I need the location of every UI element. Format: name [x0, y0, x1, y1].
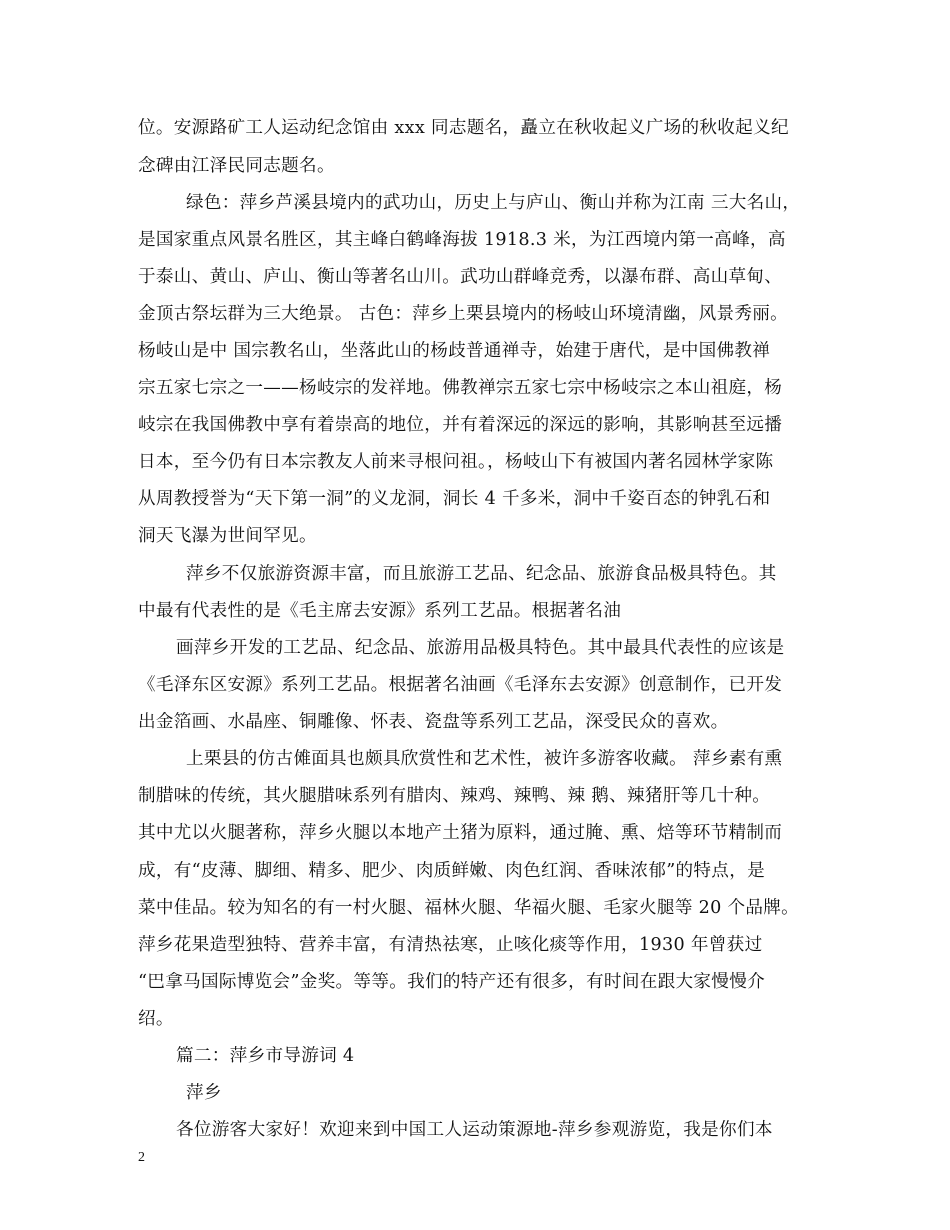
- text-line: 于泰山、黄山、庐山、衡山等著名山川。武功山群峰竞秀，以瀑布群、高山草甸、: [138, 267, 783, 287]
- text-line: 岐宗在我国佛教中享有着崇高的地位，并有着深远的深远的影响，其影响甚至远播: [138, 415, 783, 435]
- text-line: 日本，至今仍有日本宗教友人前来寻根问祖。，杨岐山下有被国内著名园林学家陈: [138, 452, 774, 472]
- text-line: 萍乡花果造型独特、营养丰富，有清热祛寒，止咳化痰等作用，1930 年曾获过: [138, 935, 763, 955]
- text-line: 念碑由江泽民同志题名。: [138, 156, 335, 176]
- text-line: 中最有代表性的是《毛主席去安源》系列工艺品。根据著名油: [138, 601, 622, 621]
- text-line: 菜中佳品。较为知名的有一村火腿、福林火腿、华福火腿、毛家火腿等 20 个品牌。: [138, 898, 800, 918]
- text-line: 洞天飞瀑为世间罕见。: [138, 526, 317, 546]
- text-line: 《毛泽东区安源》系列工艺品。根据著名油画《毛泽东去安源》创意制作，已开发: [138, 675, 783, 695]
- text-line: 金顶古祭坛群为三大绝景。 古色：萍乡上栗县境内的杨岐山环境清幽，风景秀丽。: [138, 304, 789, 324]
- text-line: 制腊味的传统，其火腿腊味系列有腊肉、辣鸡、辣鸭、辣 鹅、辣猪肝等几十种。: [138, 786, 771, 806]
- text-line: 从周教授誉为“天下第一洞”的义龙洞，洞长 4 千多米，洞中千姿百态的钟乳石和: [138, 489, 771, 509]
- text-line: 萍乡不仅旅游资源丰富，而且旅游工艺品、纪念品、旅游食品极具特色。其: [186, 564, 777, 584]
- text-line: 位。安源路矿工人运动纪念馆由 xxx 同志题名，矗立在秋收起义广场的秋收起义纪: [138, 118, 789, 138]
- text-line: 各位游客大家好！欢迎来到中国工人运动策源地-萍乡参观游览，我是你们本: [176, 1120, 773, 1140]
- text-line: 出金箔画、水晶座、铜雕像、怀表、瓷盘等系列工艺品，深受民众的喜欢。: [138, 712, 729, 732]
- page-number: 2: [138, 1150, 145, 1165]
- text-line: 成，有“皮薄、脚细、精多、肥少、肉质鲜嫩、肉色红润、香味浓郁”的特点，是: [138, 861, 765, 881]
- text-line: 萍乡: [186, 1083, 222, 1103]
- text-line: 宗五家七宗之一——杨岐宗的发祥地。佛教禅宗五家七宗中杨岐宗之本山祖庭，杨: [138, 378, 783, 398]
- text-line: 是国家重点风景名胜区，其主峰白鹤峰海拔 1918.3 米，为江西境内第一高峰，高: [138, 230, 786, 250]
- text-line: 上栗县的仿古傩面具也颇具欣赏性和艺术性，被许多游客收藏。 萍乡素有熏: [186, 749, 783, 769]
- text-line: 杨岐山是中 国宗教名山，坐落此山的杨歧普通禅寺，始建于唐代，是中国佛教禅: [138, 341, 771, 361]
- text-line: 绿色：萍乡芦溪县境内的武功山，历史上与庐山、衡山并称为江南 三大名山，: [186, 193, 801, 213]
- text-line: 画萍乡开发的工艺品、纪念品、旅游用品极具特色。其中最具代表性的应该是: [176, 638, 785, 658]
- section-heading: 篇二：萍乡市导游词 4: [176, 1046, 355, 1066]
- text-line: 绍。: [138, 1009, 174, 1029]
- text-line: “巴拿马国际博览会”金奖。等等。我们的特产还有很多，有时间在跟大家慢慢介: [138, 972, 765, 992]
- text-line: 其中尤以火腿著称，萍乡火腿以本地产土猪为原料，通过腌、熏、焙等环节精制而: [138, 823, 783, 843]
